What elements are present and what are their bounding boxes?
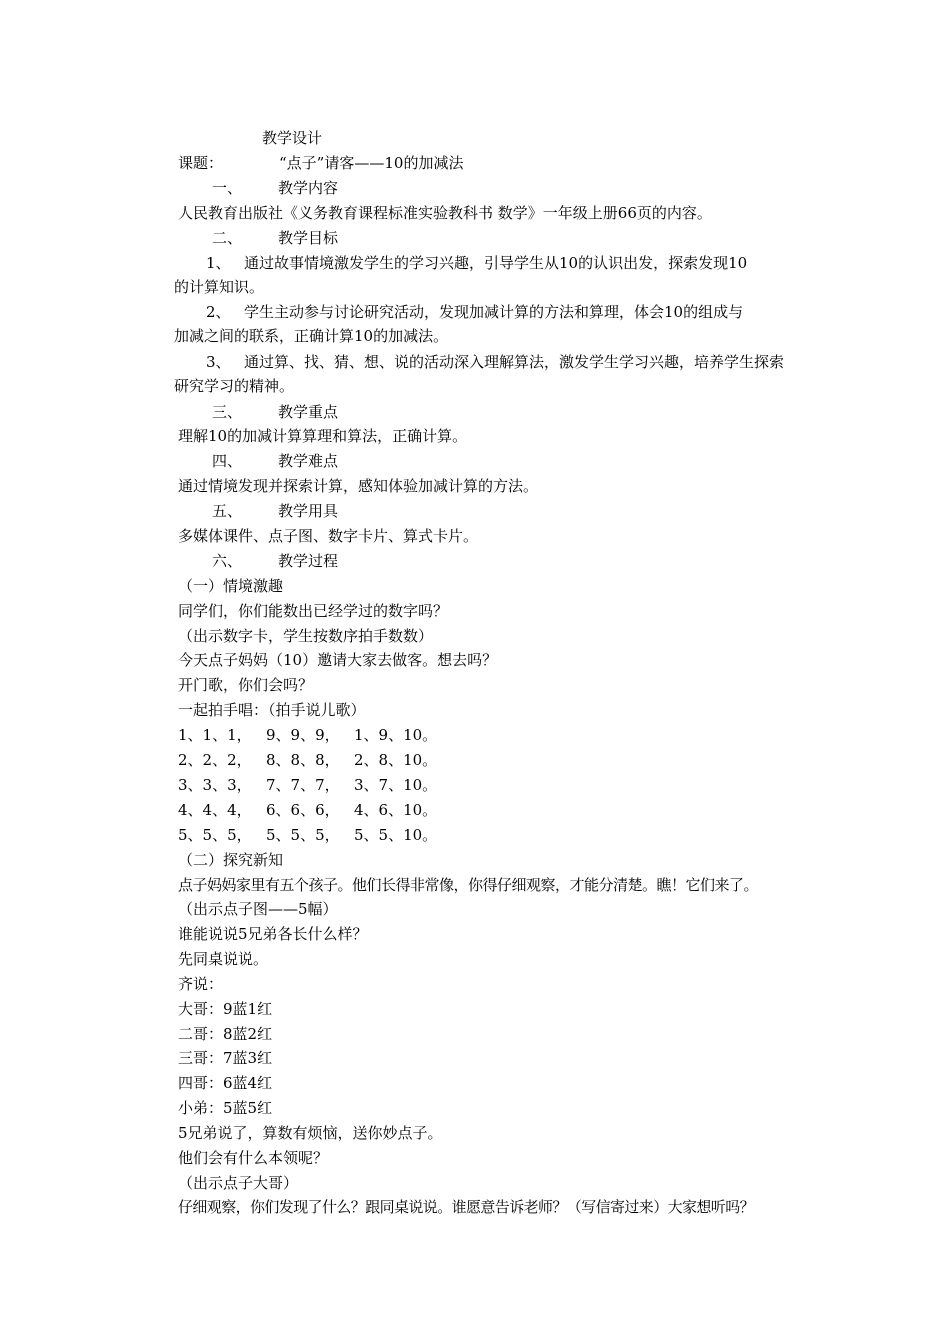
process-line: 点子妈妈家里有五个孩子。他们长得非常像，你得仔细观察，才能分清楚。瞧！它们来了。 [178, 876, 759, 894]
song-line-5: 5、5、5， 5、5、5， 5、5、10。 [178, 826, 438, 844]
process-line: （出示点子大哥） [178, 1174, 299, 1192]
process-line: 三哥：7蓝3红 [178, 1049, 273, 1067]
process-line: 谁能说说5兄弟各长什么样？ [178, 925, 368, 943]
process-line: 小弟：5蓝5红 [178, 1099, 273, 1117]
song-line-4: 4、4、4， 6、6、6， 4、6、10。 [178, 801, 438, 819]
section-heading-3: 三、 教学重点 [212, 403, 339, 421]
process-line: 齐说： [178, 975, 224, 993]
process-line: （出示点子图——5幅） [178, 900, 338, 918]
process-line: 开门歌，你们会吗？ [178, 676, 314, 694]
section-heading-4: 四、 教学难点 [212, 452, 339, 470]
section-heading-5: 五、 教学用具 [212, 502, 339, 520]
process-line: （出示数字卡，学生按数序拍手数数） [178, 627, 434, 645]
doc-title: 教学设计 [262, 129, 323, 147]
section-heading-2: 二、 教学目标 [212, 229, 339, 247]
process-part2-title: （二）探究新知 [178, 851, 284, 869]
goal-3-line1: 3、 通过算、找、猜、想、说的活动深入理解算法，激发学生学习兴趣，培养学生探索 [206, 353, 785, 371]
process-line: 二哥：8蓝2红 [178, 1025, 273, 1043]
topic-line [178, 153, 463, 173]
process-line: 今天点子妈妈（10）邀请大家去做客。想去吗？ [178, 651, 498, 669]
topic-label: 课题： [178, 154, 224, 172]
topic-text: “点子”请客——10的加减法 [279, 154, 464, 172]
process-line: 仔细观察，你们发现了什么？跟同桌说说。谁愿意告诉老师？（写信寄过来）大家想听吗？ [178, 1198, 755, 1216]
process-line: 一起拍手唱：（拍手说儿歌） [178, 701, 366, 719]
song-line-1: 1、1、1， 9、9、9， 1、9、10。 [178, 726, 438, 744]
key-point-text: 理解10的加减计算算理和算法，正确计算。 [178, 427, 468, 445]
process-line: 同学们，你们能数出已经学过的数字吗？ [178, 602, 449, 620]
process-part1-title: （一）情境激趣 [178, 577, 284, 595]
goal-2-line1: 2、 学生主动参与讨论研究活动，发现加减计算的方法和算理，体会10的组成与 [206, 303, 744, 321]
process-line: 大哥：9蓝1红 [178, 1000, 273, 1018]
process-line: 四哥：6蓝4红 [178, 1074, 273, 1092]
song-line-3: 3、3、3， 7、7、7， 3、7、10。 [178, 776, 438, 794]
goal-3-line2: 研究学习的精神。 [174, 377, 295, 395]
section-heading-6: 六、 教学过程 [212, 552, 339, 570]
goal-2-line2: 加减之间的联系，正确计算10的加减法。 [174, 327, 449, 345]
song-line-2: 2、2、2， 8、8、8， 2、8、10。 [178, 751, 438, 769]
process-line: 5兄弟说了，算数有烦恼，送你妙点子。 [178, 1124, 443, 1142]
goal-1-line1: 1、 通过故事情境激发学生的学习兴趣，引导学生从10的认识出发，探索发现10 [206, 254, 748, 272]
tools-text: 多媒体课件、点子图、数字卡片、算式卡片。 [178, 527, 479, 545]
content-text: 人民教育出版社《义务教育课程标准实验教科书 数学》一年级上册66页的内容。 [178, 204, 712, 222]
section-heading-1: 一、 教学内容 [212, 179, 339, 197]
goal-1-line2: 的计算知识。 [174, 278, 265, 296]
difficulty-text: 通过情境发现并探索计算，感知体验加减计算的方法。 [178, 477, 539, 495]
process-line: 他们会有什么本领呢？ [178, 1149, 329, 1167]
process-line: 先同桌说说。 [178, 950, 269, 968]
